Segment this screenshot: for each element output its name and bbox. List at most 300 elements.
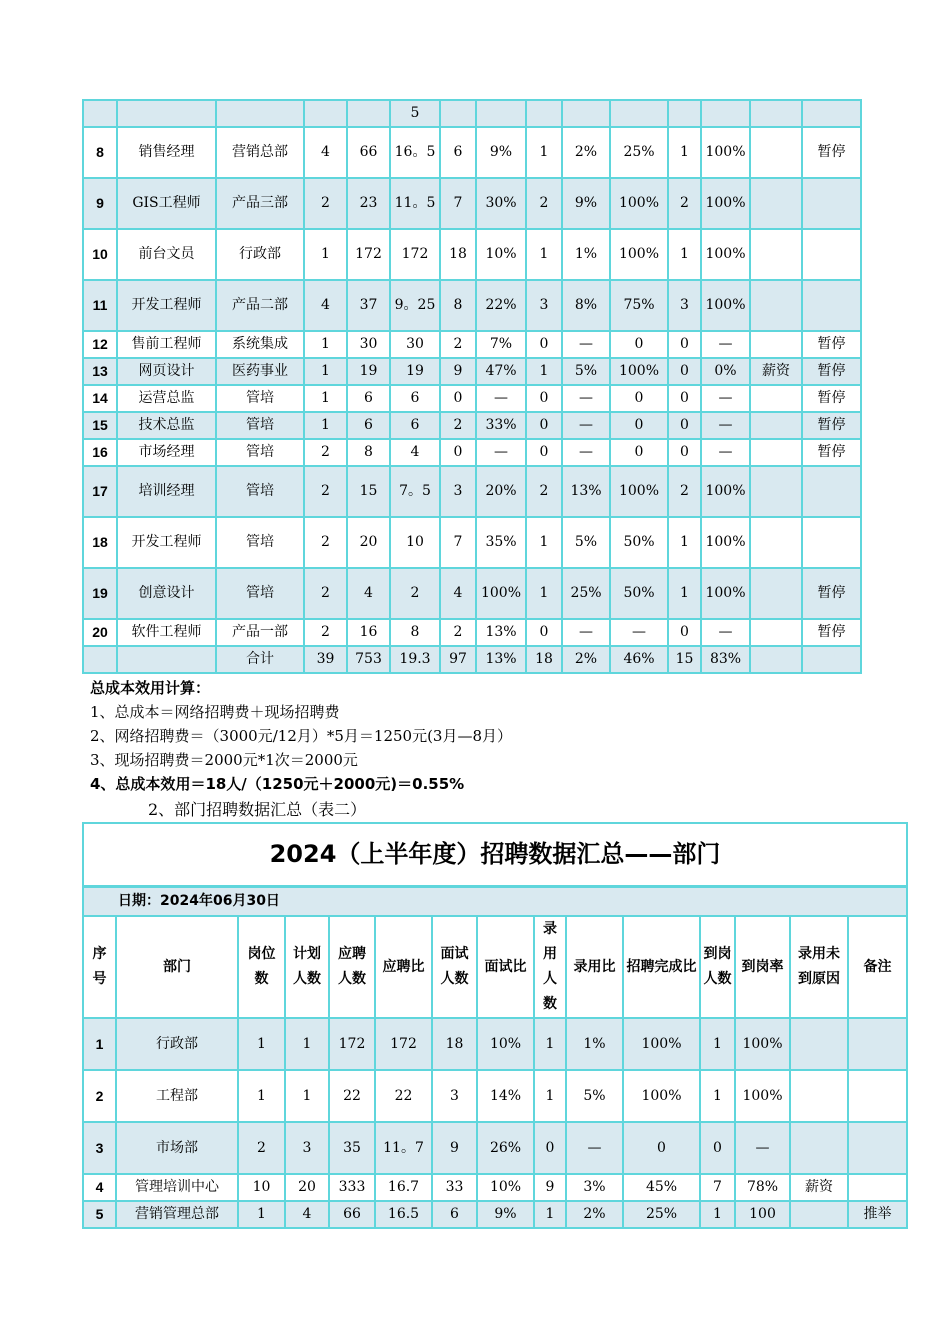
- table-cell: 管培: [216, 385, 304, 412]
- table-cell: 1: [700, 1018, 735, 1070]
- table-cell: 25%: [610, 127, 668, 178]
- table-cell: 100%: [701, 568, 750, 619]
- table-cell: 6: [440, 127, 476, 178]
- table-cell: 管培: [216, 517, 304, 568]
- table-cell: 1: [304, 331, 347, 358]
- column-header: 到岗人数: [700, 916, 735, 1018]
- table-cell: [562, 100, 610, 127]
- table-cell: 2: [304, 568, 347, 619]
- table-cell: 6: [390, 385, 440, 412]
- column-header: 面试比: [477, 916, 534, 1018]
- column-header: 应聘人数: [329, 916, 375, 1018]
- table-cell: 30: [347, 331, 390, 358]
- table-cell: [848, 1122, 907, 1174]
- table-cell: —: [476, 385, 526, 412]
- table-cell: 暂停: [802, 439, 861, 466]
- table-cell: 14: [83, 385, 117, 412]
- table-cell: [750, 466, 802, 517]
- table-cell: 1: [304, 358, 347, 385]
- table-cell: 20: [285, 1174, 329, 1201]
- table-cell: 100%: [476, 568, 526, 619]
- table-cell: 4: [304, 280, 347, 331]
- calc-line-2: 2、网络招聘费＝（3000元/12月）*5月＝1250元(3月—8月）: [90, 727, 513, 745]
- table-cell: 4: [390, 439, 440, 466]
- column-header: 部门: [116, 916, 238, 1018]
- table-cell: 培训经理: [117, 466, 216, 517]
- table-cell: [848, 1018, 907, 1070]
- table-cell: 78%: [735, 1174, 790, 1201]
- table-row: [83, 358, 861, 385]
- table-cell: [750, 385, 802, 412]
- table-row: [83, 646, 861, 673]
- table-cell: 2: [526, 178, 562, 229]
- table-cell: 暂停: [802, 385, 861, 412]
- table-cell: 2: [440, 412, 476, 439]
- table-cell: 33: [432, 1174, 477, 1201]
- department-table-header: [83, 916, 907, 1018]
- table-cell: —: [562, 385, 610, 412]
- table-cell: 18: [83, 517, 117, 568]
- column-header: 岗位数: [238, 916, 285, 1018]
- table-row: [83, 1201, 907, 1228]
- table-cell: 合计: [216, 646, 304, 673]
- calc-line-1: 1、总成本＝网络招聘费＋现场招聘费: [90, 703, 340, 721]
- table-cell: 83%: [701, 646, 750, 673]
- table-cell: 20: [83, 619, 117, 646]
- column-header: 应聘比: [375, 916, 432, 1018]
- table-cell: [750, 517, 802, 568]
- table-cell: 100%: [610, 358, 668, 385]
- table-cell: 0: [668, 412, 701, 439]
- table-cell: [802, 178, 861, 229]
- table-cell: 1%: [562, 229, 610, 280]
- table-cell: 20: [347, 517, 390, 568]
- table-cell: 2%: [566, 1201, 623, 1228]
- section-2-heading: 2、部门招聘数据汇总（表二）: [148, 800, 367, 819]
- table-cell: 10%: [477, 1174, 534, 1201]
- table-cell: 100%: [701, 466, 750, 517]
- table-cell: 8: [440, 280, 476, 331]
- table-cell: 3: [526, 280, 562, 331]
- table-cell: 市场部: [116, 1122, 238, 1174]
- table-cell: —: [476, 439, 526, 466]
- table-cell: 产品二部: [216, 280, 304, 331]
- table-cell: 3%: [566, 1174, 623, 1201]
- table-cell: 医药事业: [216, 358, 304, 385]
- table-cell: [790, 1122, 848, 1174]
- table-cell: 4: [304, 127, 347, 178]
- table-cell: 行政部: [216, 229, 304, 280]
- table-cell: 100%: [701, 229, 750, 280]
- table-cell: 0: [610, 331, 668, 358]
- table-cell: 1: [534, 1201, 566, 1228]
- table-cell: 行政部: [116, 1018, 238, 1070]
- table-cell: 4: [440, 568, 476, 619]
- table-cell: 营销管理总部: [116, 1201, 238, 1228]
- table-cell: [117, 646, 216, 673]
- table-cell: [347, 100, 390, 127]
- table-cell: 2: [304, 619, 347, 646]
- table-cell: 100%: [701, 517, 750, 568]
- table-cell: [440, 100, 476, 127]
- table-cell: 97: [440, 646, 476, 673]
- table-cell: 13%: [476, 646, 526, 673]
- table-cell: 6: [347, 385, 390, 412]
- table-cell: 172: [375, 1018, 432, 1070]
- table-cell: 8: [390, 619, 440, 646]
- table-cell: 11。5: [390, 178, 440, 229]
- table-cell: 推举: [848, 1201, 907, 1228]
- table-cell: 1: [238, 1018, 285, 1070]
- table-cell: 1: [285, 1018, 329, 1070]
- table-cell: 暂停: [802, 331, 861, 358]
- table-cell: 开发工程师: [117, 517, 216, 568]
- table-cell: 暂停: [802, 127, 861, 178]
- table-cell: 1: [238, 1070, 285, 1122]
- table-cell: [802, 646, 861, 673]
- table-cell: —: [566, 1122, 623, 1174]
- cost-effectiveness-section: [90, 676, 850, 796]
- table-cell: 1: [668, 127, 701, 178]
- table-cell: 7: [440, 178, 476, 229]
- table-cell: —: [610, 619, 668, 646]
- table-cell: 0: [700, 1122, 735, 1174]
- department-recruitment-table: [82, 822, 908, 1229]
- table-cell: 8: [347, 439, 390, 466]
- table-cell: 0: [668, 619, 701, 646]
- table-cell: 172: [390, 229, 440, 280]
- table-cell: [750, 127, 802, 178]
- table-cell: 1: [83, 1018, 116, 1070]
- table-cell: 4: [83, 1174, 116, 1201]
- table-row-fragment: [83, 100, 861, 127]
- table-cell: 1: [304, 385, 347, 412]
- table-cell: 18: [432, 1018, 477, 1070]
- table-cell: 1: [700, 1070, 735, 1122]
- table-cell: 1: [534, 1070, 566, 1122]
- column-header: 录用未到原因: [790, 916, 848, 1018]
- table-cell: [802, 466, 861, 517]
- table-cell: 8: [83, 127, 117, 178]
- table-row: [83, 331, 861, 358]
- table-cell: 2: [304, 178, 347, 229]
- table-cell: 薪资: [750, 358, 802, 385]
- table-cell: [668, 100, 701, 127]
- table-cell: 100%: [701, 178, 750, 229]
- table-cell: 50%: [610, 517, 668, 568]
- table-cell: 7: [700, 1174, 735, 1201]
- table-cell: 8%: [562, 280, 610, 331]
- table-cell: 100%: [623, 1070, 700, 1122]
- table-cell: 100%: [610, 178, 668, 229]
- table-cell: 100%: [610, 466, 668, 517]
- table-cell: —: [701, 331, 750, 358]
- table-cell: 7: [440, 517, 476, 568]
- table-cell: 2%: [562, 646, 610, 673]
- table-cell: —: [562, 331, 610, 358]
- table-cell: 开发工程师: [117, 280, 216, 331]
- table-cell: 0: [668, 331, 701, 358]
- table-cell: 0: [534, 1122, 566, 1174]
- table-cell: 暂停: [802, 412, 861, 439]
- table-cell: 1: [526, 517, 562, 568]
- table-cell: [304, 100, 347, 127]
- table-cell: 11: [83, 280, 117, 331]
- table-cell: [750, 439, 802, 466]
- table-cell: 15: [668, 646, 701, 673]
- table-cell: 1: [285, 1070, 329, 1122]
- table-cell: [848, 1174, 907, 1201]
- table-cell: 9。25: [390, 280, 440, 331]
- table-cell: [750, 646, 802, 673]
- table-cell: 1: [304, 229, 347, 280]
- table-cell: 23: [347, 178, 390, 229]
- table-cell: 25%: [623, 1201, 700, 1228]
- table-cell: 10: [390, 517, 440, 568]
- table-cell: 0: [668, 358, 701, 385]
- position-table-body: [83, 100, 861, 673]
- table-cell: [216, 100, 304, 127]
- table-cell: 7。5: [390, 466, 440, 517]
- table-cell: 1: [668, 568, 701, 619]
- table-cell: 0: [526, 331, 562, 358]
- table-cell: 4: [285, 1201, 329, 1228]
- table-cell: 9: [534, 1174, 566, 1201]
- table-cell: 16: [347, 619, 390, 646]
- table-cell: 0: [610, 439, 668, 466]
- table-cell: [790, 1070, 848, 1122]
- table-cell: 100%: [610, 229, 668, 280]
- table-cell: [117, 100, 216, 127]
- table-cell: 16。5: [390, 127, 440, 178]
- table-row: [83, 412, 861, 439]
- table-cell: 100%: [623, 1018, 700, 1070]
- table-cell: 3: [285, 1122, 329, 1174]
- table-cell: 22: [375, 1070, 432, 1122]
- table-cell: [750, 100, 802, 127]
- table-cell: 100%: [701, 280, 750, 331]
- table-cell: 系统集成: [216, 331, 304, 358]
- table-cell: 0: [526, 412, 562, 439]
- table-cell: 2: [238, 1122, 285, 1174]
- table-cell: 5%: [562, 517, 610, 568]
- table-cell: 9: [440, 358, 476, 385]
- table-cell: 25%: [562, 568, 610, 619]
- table-row: [83, 1070, 907, 1122]
- table-row: [83, 1018, 907, 1070]
- table-cell: 2: [304, 466, 347, 517]
- table-cell: [750, 280, 802, 331]
- table-cell: 0: [668, 439, 701, 466]
- table-cell: [790, 1018, 848, 1070]
- table-cell: 2: [526, 466, 562, 517]
- table-cell: 薪资: [790, 1174, 848, 1201]
- table-cell: 10%: [476, 229, 526, 280]
- table-row: [83, 619, 861, 646]
- table-cell: 75%: [610, 280, 668, 331]
- table-cell: 0: [668, 385, 701, 412]
- table-cell: GIS工程师: [117, 178, 216, 229]
- table-cell: 2%: [562, 127, 610, 178]
- table-cell: 0: [610, 412, 668, 439]
- table-cell: 工程部: [116, 1070, 238, 1122]
- table-cell: [83, 646, 117, 673]
- table-cell: —: [701, 385, 750, 412]
- table-cell: 18: [526, 646, 562, 673]
- table-cell: 0: [623, 1122, 700, 1174]
- table-cell: 13: [83, 358, 117, 385]
- table-cell: 19.3: [390, 646, 440, 673]
- table-cell: 2: [83, 1070, 116, 1122]
- table-cell: 35%: [476, 517, 526, 568]
- table-row: [83, 568, 861, 619]
- table-row: [83, 1174, 907, 1201]
- table-cell: [476, 100, 526, 127]
- column-header: 录用人数: [534, 916, 566, 1018]
- table-cell: 软件工程师: [117, 619, 216, 646]
- table-cell: [610, 100, 668, 127]
- table-row: [83, 439, 861, 466]
- table-cell: 技术总监: [117, 412, 216, 439]
- table-row: [83, 466, 861, 517]
- table-cell: 创意设计: [117, 568, 216, 619]
- table-row: [83, 1122, 907, 1174]
- table-cell: 14%: [477, 1070, 534, 1122]
- table-cell: [790, 1201, 848, 1228]
- table-cell: 网页设计: [117, 358, 216, 385]
- table-cell: 营销总部: [216, 127, 304, 178]
- table-cell: 2: [668, 466, 701, 517]
- table-cell: 39: [304, 646, 347, 673]
- table-cell: 1: [526, 568, 562, 619]
- table-cell: [848, 1070, 907, 1122]
- table-cell: —: [701, 439, 750, 466]
- table-cell: 13%: [562, 466, 610, 517]
- table-cell: 0: [526, 385, 562, 412]
- table-cell: —: [562, 439, 610, 466]
- table-cell: 22: [329, 1070, 375, 1122]
- table-cell: 100%: [701, 127, 750, 178]
- table-cell: 5%: [566, 1070, 623, 1122]
- table-cell: 1: [534, 1018, 566, 1070]
- column-header: 面试人数: [432, 916, 477, 1018]
- table-row: [83, 517, 861, 568]
- table-cell: 0%: [701, 358, 750, 385]
- table-cell: 0: [610, 385, 668, 412]
- table-cell: [750, 331, 802, 358]
- table-cell: [526, 100, 562, 127]
- table-row: [83, 178, 861, 229]
- table-cell: 2: [440, 331, 476, 358]
- table-cell: 37: [347, 280, 390, 331]
- table-cell: 0: [440, 385, 476, 412]
- table-cell: 3: [668, 280, 701, 331]
- table-cell: —: [735, 1122, 790, 1174]
- table-cell: 19: [83, 568, 117, 619]
- table-cell: 1: [238, 1201, 285, 1228]
- table-cell: 66: [329, 1201, 375, 1228]
- table-cell: [701, 100, 750, 127]
- table-cell: 16.7: [375, 1174, 432, 1201]
- table-cell: 3: [432, 1070, 477, 1122]
- column-header: 到岗率: [735, 916, 790, 1018]
- column-header: 备注: [848, 916, 907, 1018]
- table-cell: 19: [347, 358, 390, 385]
- table-cell: 暂停: [802, 568, 861, 619]
- calc-line-3: 3、现场招聘费＝2000元*1次＝2000元: [90, 751, 358, 769]
- table-cell: —: [701, 412, 750, 439]
- table-row: [83, 127, 861, 178]
- table-cell: 管培: [216, 466, 304, 517]
- table-cell: [750, 412, 802, 439]
- table-cell: 13%: [476, 619, 526, 646]
- table-cell: 1: [668, 517, 701, 568]
- table-cell: 18: [440, 229, 476, 280]
- table-cell: 100%: [735, 1018, 790, 1070]
- table-cell: 11。7: [375, 1122, 432, 1174]
- table-cell: 17: [83, 466, 117, 517]
- table-cell: 6: [432, 1201, 477, 1228]
- table-cell: 9: [83, 178, 117, 229]
- table-cell: 33%: [476, 412, 526, 439]
- table-cell: 35: [329, 1122, 375, 1174]
- table-cell: 12: [83, 331, 117, 358]
- table-cell: 47%: [476, 358, 526, 385]
- table-cell: 售前工程师: [117, 331, 216, 358]
- table-cell: 5: [390, 100, 440, 127]
- table-row: [83, 385, 861, 412]
- table-cell: 2: [304, 439, 347, 466]
- table-cell: 暂停: [802, 358, 861, 385]
- column-header: 序号: [83, 916, 116, 1018]
- table-cell: 16.5: [375, 1201, 432, 1228]
- table-cell: 1: [700, 1201, 735, 1228]
- table-cell: [750, 568, 802, 619]
- table-cell: [750, 178, 802, 229]
- table-cell: 6: [347, 412, 390, 439]
- table-cell: 10: [83, 229, 117, 280]
- table-cell: 753: [347, 646, 390, 673]
- position-recruitment-table: [82, 99, 862, 674]
- column-header: 计划人数: [285, 916, 329, 1018]
- table-cell: 前台文员: [117, 229, 216, 280]
- table-cell: [802, 280, 861, 331]
- table-cell: 产品三部: [216, 178, 304, 229]
- table-cell: 66: [347, 127, 390, 178]
- table-cell: 管培: [216, 568, 304, 619]
- table-cell: 50%: [610, 568, 668, 619]
- table-cell: 26%: [477, 1122, 534, 1174]
- table-cell: 3: [440, 466, 476, 517]
- table-cell: 管理培训中心: [116, 1174, 238, 1201]
- table-cell: 46%: [610, 646, 668, 673]
- table-cell: 5: [83, 1201, 116, 1228]
- table-cell: 暂停: [802, 619, 861, 646]
- table-cell: —: [701, 619, 750, 646]
- table-cell: 1: [526, 358, 562, 385]
- table-cell: 9%: [562, 178, 610, 229]
- table-cell: [83, 100, 117, 127]
- table-cell: 1: [526, 127, 562, 178]
- table-cell: 1: [668, 229, 701, 280]
- table-cell: [802, 100, 861, 127]
- table-cell: 0: [526, 439, 562, 466]
- table-cell: 10%: [477, 1018, 534, 1070]
- table-cell: 管培: [216, 412, 304, 439]
- table-cell: 15: [347, 466, 390, 517]
- table-cell: 市场经理: [117, 439, 216, 466]
- table-row: [83, 229, 861, 280]
